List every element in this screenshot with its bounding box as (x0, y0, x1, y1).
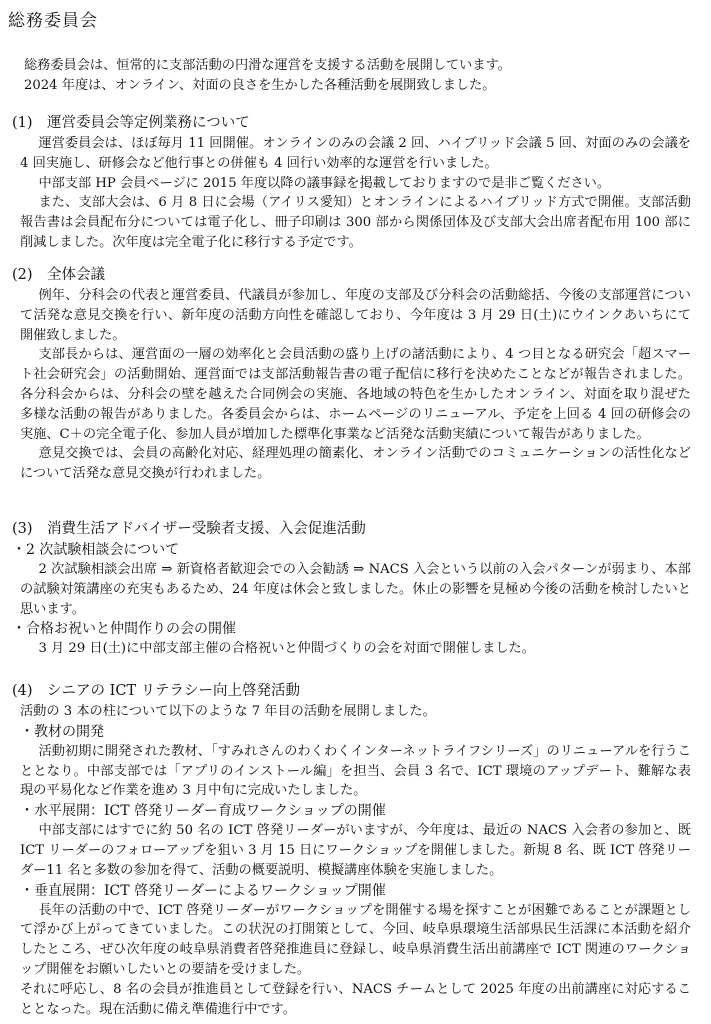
section-1-heading: (1) 運営委員会等定例業務について (12, 115, 250, 131)
section-4-heading: (4) シニアの ICT リテラシー向上啓発活動 (12, 683, 300, 699)
section-2-heading: (2) 全体会議 (12, 267, 106, 283)
section-4-sub-2-heading: ・水平展開：ICT 啓発リーダー育成ワークショップの開催 (20, 803, 386, 820)
section-2-para-3: 意見交換では、会員の高齢化対応、経理処理の簡素化、オンライン活動でのコミュニケーションの活性化などについて活発な意見交換が行われました。 (20, 446, 691, 482)
section-3-sub-1-heading: ・2 次試験相談会について (12, 542, 180, 558)
section-2 (12, 264, 691, 484)
section-2-para-1: 例年、分科会の代表と運営委員、代議員が参加し、年度の支部及び分科会の活動総括、今後の支部運営について活発な意見交換を行い、新年度の活動方向性を確認しており、今年度は 3 月 29 日(土)にウインクあいちにて開催致しました。 (20, 288, 691, 343)
section-3-sub-2-heading: ・合格お祝いと仲間作りの会の開催 (12, 621, 236, 638)
intro-line-2: 2024 年度は、オンライン、対面の良さを生かした各種活動を展開致しました。 (24, 77, 496, 93)
section-1 (12, 112, 691, 253)
section-2-para-2: 支部長からは、運営面の一層の効率化と会員活動の盛り上げの諸活動により、4 つ目となる研究会「超スマート社会研究会」の活動開始、運営面では支部活動報告書の電子配信に移行を決めたことなどが報告されました。各分科会からは、分科会の壁を越えた合同例会の実施、各地域の特色を生かしたオンライン、対面を取り混ぜた多様な活動の報告がありました。各委員会からは、ホームページのリニューアル、予定を上回る 4 回の研修会の実施、C＋の完全電子化、参加人員が増加した標準化事業など活発な活動実績について報告がありました。 (20, 347, 691, 442)
section-1-para-1: 運営委員会は、ほぼ毎月 11 回開催。オンラインのみの会議 2 回、ハイブリッド会議 5 回、対面のみの会議を 4 回実施し、研修会など他行事との併催も 4 回行い効率的な運営を行いました。 (20, 136, 691, 171)
section-4-lead: 活動の 3 本の柱について以下のような 7 年目の活動を展開しました。 (20, 704, 436, 719)
section-1-para-3: また、支部大会は、6 月 8 日に会場（アイリス愛知）とオンラインによるハイブリッド方式で開催。支部活動報告書は会員配布分については電子化し、冊子印刷は 300 部から関係団体及び支部大会出席者配布用 100 部に削減しました。次年度は完全電子化に移行する予定です。 (20, 195, 691, 250)
section-3-heading: (3) 消費生活アドバイザー受験者支援、入会促進活動 (12, 521, 366, 537)
intro-section (24, 56, 691, 96)
section-3-sub-1-para: 2 次試験相談会出席 ⇒ 新資格者歓迎会での入会勧誘 ⇒ NACS 入会という以前の入会パターンが弱まり、本部の試験対策講座の充実もあるため、24 年度は休会と致しました。休止の影響を見極め今後の活動を検討したいと思います。 (20, 562, 691, 617)
section-4 (12, 680, 691, 1019)
page-title: 総務委員会 (8, 11, 98, 31)
section-4-sub-3-para-2: それに呼応し、8 名の会員が推進員として登録を行い、NACS チームとして 2025 年度の出前講座に対応することとなった。現在活動に備え準備進行中です。 (20, 981, 691, 1017)
section-4-sub-2-para: 中部支部にはすでに約 50 名の ICT 啓発リーダーがいますが、今年度は、最近の NACS 入会者の参加と、既 ICT リーダーのフォローアップを狙い 3 月 15 日にワークショップを開催しました。新規 8 名、既 ICT 啓発リーダー11 名と多数の参加を得て、活動の概要説明、模擬講座体験を実施しました。 (20, 823, 691, 878)
section-4-sub-3-heading: ・垂直展開：ICT 啓発リーダーによるワークショップ開催 (20, 882, 386, 899)
section-4-sub-1-para: 活動初期に開発された教材、「すみれさんのわくわくインターネットライフシリーズ」のリニューアルを行うこととなり。中部支部では「アプリのインストール編」を担当、会員 3 名で、ICT 環境のアップデート、難解な表現の平易化など作業を進め 3 月中旬に完成いたしました。 (20, 743, 691, 799)
intro-line-1: 総務委員会は、恒常的に支部活動の円滑な運営を支援する活動を展開しています。 (24, 58, 511, 73)
section-4-sub-1-heading: ・教材の開発 (20, 723, 104, 740)
section-3-sub-2-para: 3 月 29 日(土)に中部支部主催の合格祝いと仲間づくりの会を対面で開催しました。 (38, 641, 535, 657)
section-4-sub-3-para: 長年の活動の中で、ICT 啓発リーダーがワークショップを開催する場を探すことが困難であることが課題として浮かび上がってきていました。この状況の打開策として、今回、岐阜県環境生活部県民生活課に本活動を紹介したところ、ぜひ次年度の岐阜県消費者啓発推進員に登録し、岐阜県消費生活出前講座で ICT 関連のワークショップ開催をお願いしたいとの要請を受けました。 (20, 902, 691, 977)
section-3 (12, 518, 691, 659)
section-1-para-2: 中部支部 HP 会員ページに 2015 年度以降の議事録を掲載しておりますので是非ご覧ください。 (38, 175, 611, 191)
